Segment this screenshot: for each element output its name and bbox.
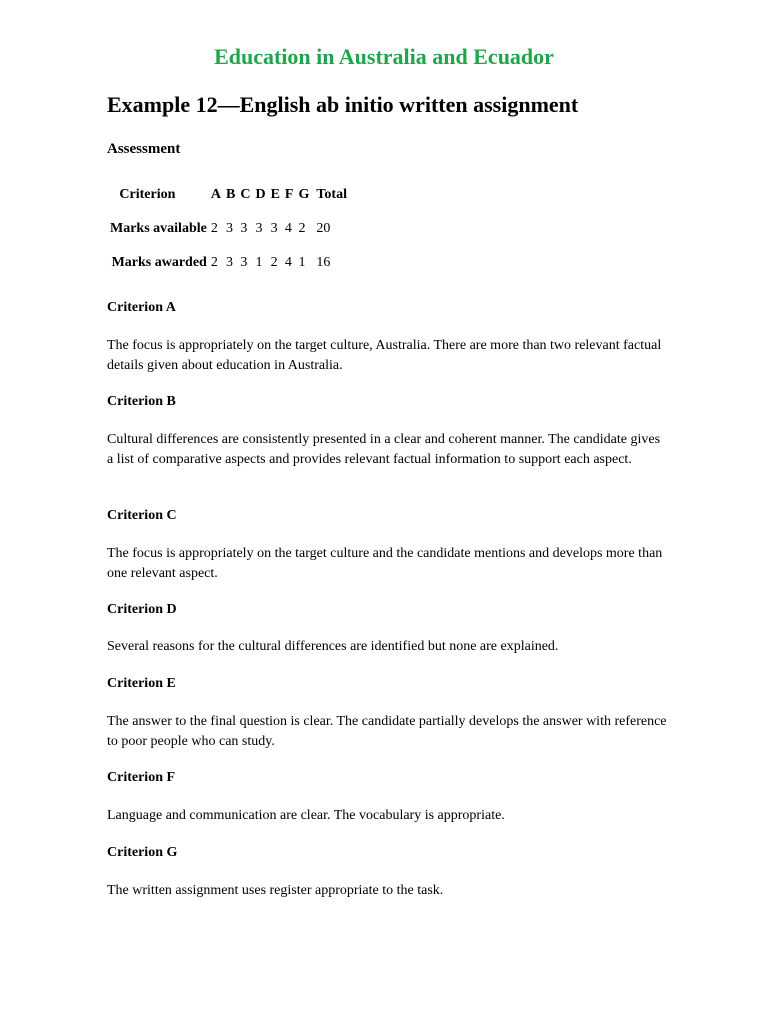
criterion-header-label: Criterion <box>119 187 176 202</box>
column-header: D <box>255 187 266 202</box>
column-header: C <box>240 187 251 202</box>
mark-cell: 3 <box>240 221 248 236</box>
mark-total-cell: 16 <box>316 255 331 270</box>
marks-available-row <box>110 212 347 246</box>
mark-cell: 4 <box>284 221 292 236</box>
mark-cell: 3 <box>225 221 233 236</box>
mark-total-cell: 20 <box>316 221 331 236</box>
row-label: Marks available <box>110 221 207 236</box>
mark-cell: 3 <box>255 221 263 236</box>
criterion-f-heading: Criterion F <box>107 770 176 785</box>
mark-cell: 3 <box>270 221 278 236</box>
column-header: G <box>298 187 310 202</box>
assessment-label: Assessment <box>107 141 181 157</box>
column-header: E <box>270 187 280 202</box>
criterion-c-heading: Criterion C <box>107 508 177 523</box>
criterion-b-heading: Criterion B <box>107 394 176 409</box>
mark-cell: 1 <box>298 255 306 270</box>
mark-cell: 3 <box>225 255 233 270</box>
column-header: A <box>210 187 221 202</box>
mark-cell: 4 <box>284 255 292 270</box>
criterion-e-heading: Criterion E <box>107 676 176 691</box>
mark-cell: 1 <box>255 255 263 270</box>
criterion-g-heading: Criterion G <box>107 845 178 860</box>
criterion-c-text: The focus is appropriately on the target culture and the candidate mentions and develops more than one relevant aspect. <box>107 546 663 581</box>
criterion-g-text: The written assignment uses register appropriate to the task. <box>107 883 444 898</box>
criterion-f-text: Language and communication are clear. The vocabulary is appropriate. <box>107 808 505 823</box>
document-heading: Example 12—English ab initio written assignment <box>107 92 579 117</box>
mark-cell: 2 <box>210 255 218 270</box>
criterion-d-text: Several reasons for the cultural differences are identified but none are explained. <box>107 639 559 654</box>
criterion-b-text: Cultural differences are consistently presented in a clear and coherent manner. The candidate gives a list of comparative aspects and provides relevant factual information to support each aspect. <box>107 432 661 467</box>
column-header-total: Total <box>316 187 347 202</box>
document-title: Education in Australia and Ecuador <box>214 44 554 69</box>
marks-table-header-row <box>110 178 347 212</box>
mark-cell: 2 <box>298 221 306 236</box>
mark-cell: 2 <box>210 221 218 236</box>
criterion-a-text: The focus is appropriately on the target culture, Australia. There are more than two relevant factual details given about education in Australia. <box>107 338 662 373</box>
row-label: Marks awarded <box>111 255 207 270</box>
criterion-e-text: The answer to the final question is clear. The candidate partially develops the answer with reference to poor people who can study. <box>107 714 667 749</box>
criterion-d-heading: Criterion D <box>107 602 177 617</box>
criterion-a-heading: Criterion A <box>107 300 176 315</box>
column-header: F <box>284 187 294 202</box>
column-header: B <box>225 187 236 202</box>
marks-table <box>110 178 347 280</box>
marks-awarded-row <box>110 246 347 280</box>
mark-cell: 3 <box>240 255 248 270</box>
mark-cell: 2 <box>270 255 278 270</box>
